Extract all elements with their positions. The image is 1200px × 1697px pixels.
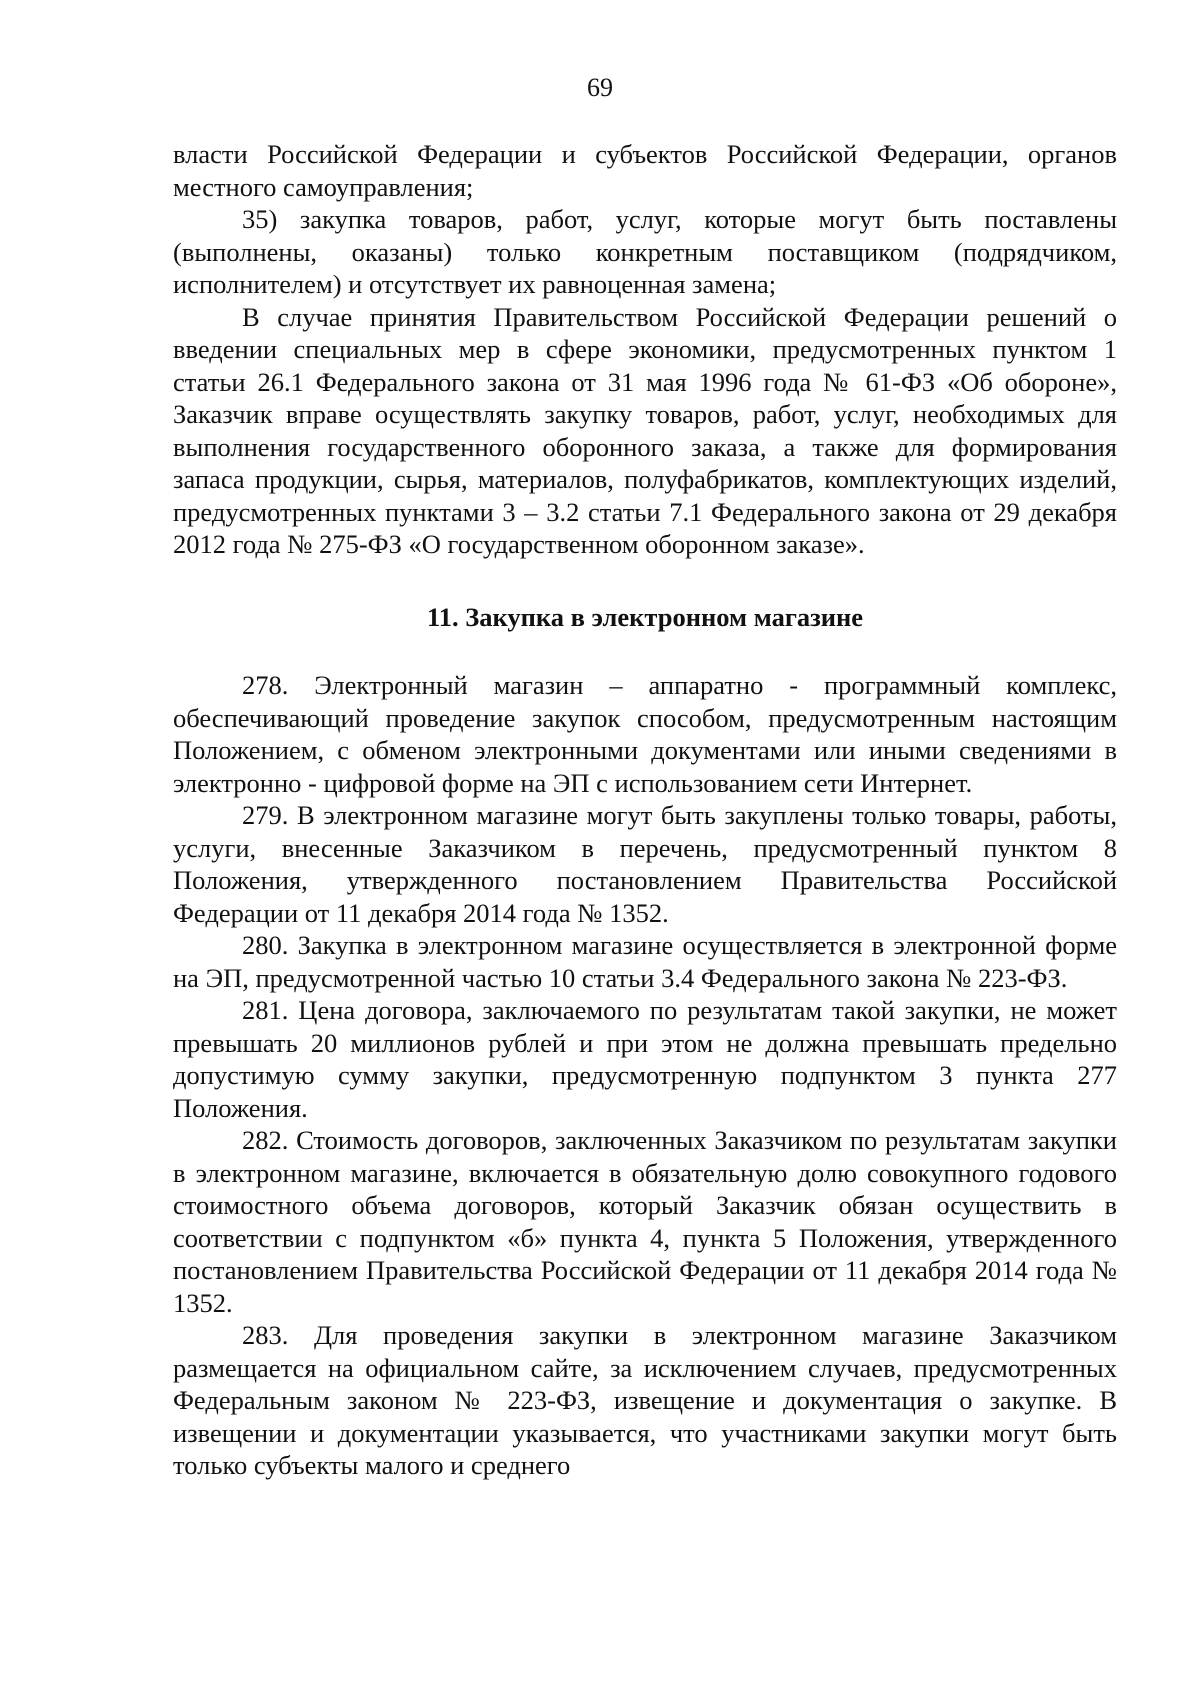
paragraph-special-measures: В случае принятия Правительством Российской Федерации решений о введении специальных мер в сфере экономики, предусмотренных пунктом 1 статьи 26.1 Федерального закона от 31 мая 1996 года № 61-ФЗ «Об обороне», Заказчик вправе осуществлять закупку товаров, работ, услуг, необходимых для выполнения государственного оборонного заказа, а также для формирования запаса продукции, сырья, материалов, полуфабрикатов, комплектующих изделий, предусмотренных пунктами 3 – 3.2 статьи 7.1 Федерального закона от 29 декабря 2012 года № 275-ФЗ «О государственном оборонном заказе». (173, 301, 1117, 559)
paragraph-continuation: власти Российской Федерации и субъектов Российской Федерации, органов местного самоуправления; (173, 139, 1117, 202)
paragraph-item-35: 35) закупка товаров, работ, услуг, которые могут быть поставлены (выполнены, оказаны) только конкретным поставщиком (подрядчиком, исполнителем) и отсутствует их равноценная замена; (173, 204, 1117, 299)
paragraph-279: 279. В электронном магазине могут быть закуплены только товары, работы, услуги, внесенные Заказчиком в перечень, предусмотренный пунктом 8 Положения, утвержденного постановлением Правительства Российской Федерации от 11 декабря 2014 года № 1352. (173, 800, 1117, 928)
page-number: 69 (587, 73, 613, 102)
paragraph-278: 278. Электронный магазин – аппаратно - программный комплекс, обеспечивающий проведение закупок способом, предусмотренным настоящим Положением, с обменом электронными документами или иными сведениями в электронно - цифровой форме на ЭП с использованием сети Интернет. (173, 670, 1117, 798)
paragraph-281: 281. Цена договора, заключаемого по результатам такой закупки, не может превышать 20 миллионов рублей и при этом не должна превышать предельно допустимую сумму закупки, предусмотренную подпунктом 3 пункта 277 Положения. (173, 995, 1117, 1123)
paragraph-280: 280. Закупка в электронном магазине осуществляется в электронной форме на ЭП, предусмотренной частью 10 статьи 3.4 Федерального закона № 223-ФЗ. (173, 930, 1117, 993)
section-heading: 11. Закупка в электронном магазине (426, 601, 864, 632)
paragraph-283: 283. Для проведения закупки в электронном магазине Заказчиком размещается на официальном сайте, за исключением случаев, предусмотренных Федеральным законом № 223-ФЗ, извещение и документация о закупке. В извещении и документации указывается, что участниками закупки могут быть только субъекты малого и среднего (173, 1320, 1117, 1480)
document-body (173, 138, 1117, 1482)
paragraph-282: 282. Стоимость договоров, заключенных Заказчиком по результатам закупки в электронном магазине, включается в обязательную долю совокупного годового стоимостного объема договоров, который Заказчик обязан осуществить в соответствии с подпунктом «б» пункта 4, пункта 5 Положения, утвержденного постановлением Правительства Российской Федерации от 11 декабря 2014 года № 1352. (173, 1125, 1117, 1318)
